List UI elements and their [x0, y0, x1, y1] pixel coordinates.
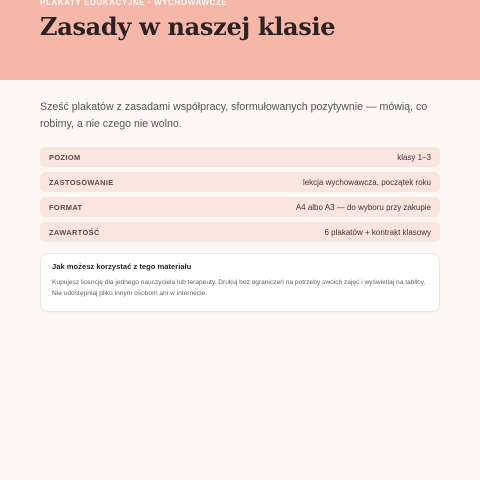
product-details-list	[40, 147, 440, 242]
license-text: Kupujesz licencję dla jednego nauczyciela lub terapeuty. Drukuj bez ograniczeń na potrzeby swoich zajęć i wyświetlaj na tablicy. Nie udostępniaj pliku innym osobom ani w internecie.	[52, 279, 426, 297]
detail-label: ZASTOSOWANIE	[49, 177, 114, 187]
main-content	[0, 80, 480, 312]
detail-value: lekcja wychowawcza, początek roku	[302, 177, 431, 187]
detail-value: klasy 1–3	[397, 152, 431, 162]
product-description: Sześć plakatów z zasadami współpracy, sformułowanych pozytywnie — mówią, co robimy, a nie czego nie wolno.	[40, 101, 428, 130]
hero-header	[0, 0, 480, 80]
category-eyebrow: PLAKATY EDUKACYJNE · WYCHOWAWCZE	[40, 0, 228, 7]
page-title: Zasady w naszej klasie	[40, 12, 336, 41]
detail-label: POZIOM	[49, 152, 81, 162]
license-heading: Jak możesz korzystać z tego materiału	[52, 262, 192, 271]
detail-row-format	[40, 197, 440, 217]
license-info-card	[40, 253, 440, 312]
detail-label: FORMAT	[49, 202, 83, 212]
detail-value: 6 plakatów + kontrakt klasowy	[324, 227, 431, 237]
detail-label: ZAWARTOŚĆ	[49, 227, 100, 237]
detail-row-usage	[40, 172, 440, 192]
detail-value: A4 albo A3 — do wyboru przy zakupie	[295, 202, 431, 212]
detail-row-level	[40, 147, 440, 167]
detail-row-contents	[40, 222, 440, 242]
